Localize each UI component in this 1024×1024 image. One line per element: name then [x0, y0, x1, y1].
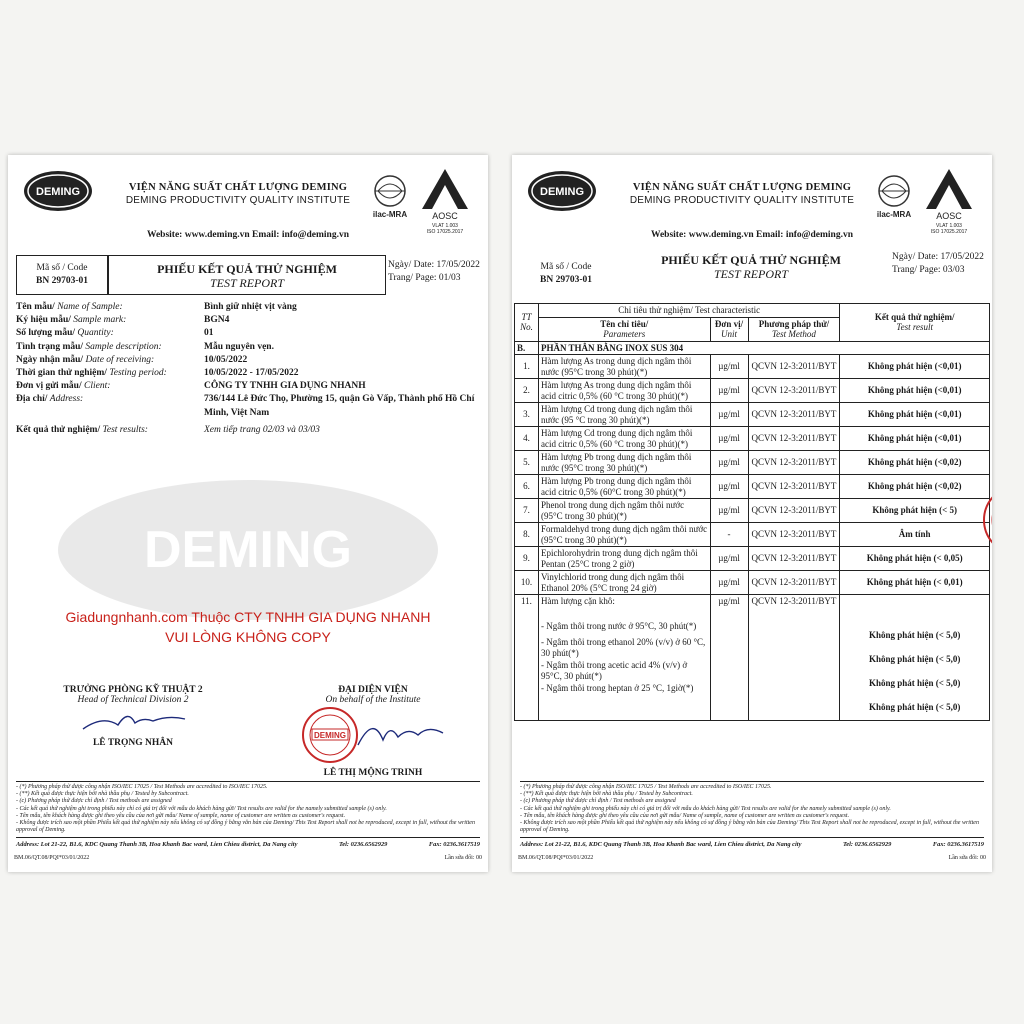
footnote: - Các kết quả thử nghiệm ghi trong phiếu này chỉ có giá trị đối với mẫu do khách hàng gửi/ Test results are valid for the namely submitted sample (s) only. — [520, 805, 891, 812]
row-number: 8. — [515, 523, 539, 547]
col-header-unit-en: Unit — [721, 329, 738, 339]
row-number: 11. — [515, 595, 539, 721]
info-value: BGN4 — [204, 315, 230, 326]
footnote: - (c) Phương pháp thử được chỉ định / Test methods are assigned — [16, 798, 172, 805]
row-method: QCVN 12-3:2011/BYT — [748, 451, 840, 475]
footnote: - (*) Phương pháp thử được công nhận ISO/IEC 17025 / Test Methods are accredited to ISO/IEC 17025. — [520, 784, 772, 790]
row-result: Không phát hiện (<0,02) — [840, 475, 990, 499]
address-text: Address: Lot 21-22, B1.6, KDC Quang Thanh 3B, Hoa Khanh Bac ward, Lien Chieu district, Da Nang city — [16, 841, 298, 848]
row-number: 2. — [515, 379, 539, 403]
col-header-characteristic: Chỉ tiêu thử nghiệm/ Test characteristic — [618, 305, 761, 315]
info-label: Ngày nhận mẫu/ — [16, 354, 86, 365]
row-unit: µg/ml — [710, 595, 748, 721]
ilac-mra-icon — [368, 173, 412, 223]
col-header-parameter: Tên chỉ tiêu/ — [600, 318, 649, 329]
col-header-method: Phương pháp thử/ — [758, 318, 830, 329]
info-value: 10/05/2022 - 17/05/2022 — [204, 368, 299, 379]
aosc-accreditation-icon — [414, 165, 476, 235]
row-unit: µg/ml — [710, 355, 748, 379]
info-label: Đơn vị gửi mẫu/ — [16, 381, 84, 392]
page-number: Trang/ Page: 03/03 — [892, 265, 965, 275]
table-row — [515, 451, 990, 475]
code-value: BN 29703-01 — [540, 275, 592, 285]
signature-technical-head — [38, 685, 228, 748]
revision-text: Lần sửa đổi: 00 — [444, 855, 482, 861]
institute-name-vi: VIỆN NĂNG SUẤT CHẤT LƯỢNG DEMING — [128, 182, 348, 193]
row-method: QCVN 12-3:2011/BYT — [748, 427, 840, 451]
row-result: Không phát hiện (< 0,05) — [840, 547, 990, 571]
table-row — [515, 379, 990, 403]
report-title — [612, 247, 890, 287]
sub-parameter: - Ngâm thôi trong acetic acid 4% (v/v) ở 95°C, 30 phút(*) — [540, 660, 688, 681]
revision-text: Lần sửa đổi: 00 — [948, 855, 986, 861]
footer-address — [16, 837, 480, 848]
row-parameter: Hàm lượng As trong dung dịch ngâm thôi nước (95°C trong 30 phút)(*) — [538, 355, 710, 379]
info-label: Thời gian thử nghiệm/ — [16, 368, 110, 379]
svg-text:AOSC: AOSC — [432, 211, 458, 221]
table-row — [515, 571, 990, 595]
row-number: 1. — [515, 355, 539, 379]
row-parameter: Hàm lượng As trong dung dịch ngâm thôi acid citric 0,5% (60 °C trong 30 phút)(*) — [538, 379, 710, 403]
svg-text:DEMING: DEMING — [144, 521, 352, 579]
table-header-row — [515, 304, 990, 318]
code-box — [16, 255, 108, 295]
svg-text:ISO 17025.2017: ISO 17025.2017 — [426, 229, 464, 235]
table-row — [515, 499, 990, 523]
col-header-unit: Đơn vị/ — [714, 318, 744, 329]
row-result: Không phát hiện (< 0,01) — [840, 571, 990, 595]
row-number: 10. — [515, 571, 539, 595]
col-header-tt: TT — [521, 311, 532, 322]
table-row — [515, 475, 990, 499]
page-number: Trang/ Page: 01/03 — [388, 273, 461, 283]
row-method: QCVN 12-3:2011/BYT — [748, 475, 840, 499]
deming-logo-icon — [526, 169, 598, 213]
info-row-sample-name — [16, 301, 480, 314]
row-number: 3. — [515, 403, 539, 427]
row-method: QCVN 12-3:2011/BYT — [748, 547, 840, 571]
info-row-testing-period — [16, 367, 480, 380]
code-label: Mã số / Code — [36, 263, 88, 273]
footnotes — [520, 781, 984, 834]
institute-stamp-icon — [278, 705, 468, 765]
report-page-3 — [512, 155, 992, 872]
info-value: 01 — [204, 328, 214, 339]
report-header — [512, 155, 992, 240]
signer-name: LÊ THỊ MỘNG TRINH — [323, 768, 423, 778]
row-parameter: Hàm lượng cặn khô: — [540, 596, 615, 606]
table-row — [515, 523, 990, 547]
sample-info — [16, 301, 480, 437]
footnote: - Tên mẫu, tên khách hàng được ghi theo yêu cầu của nơi gửi mẫu/ Name of sample, name of customer are written as customer's request. — [16, 812, 346, 819]
aosc-accreditation-icon — [918, 165, 980, 235]
tel-text: Tel: 0236.6562929 — [338, 841, 388, 848]
report-title-en: TEST REPORT — [713, 267, 789, 281]
row-result: Không phát hiện (<0,02) — [840, 451, 990, 475]
row-result: Không phát hiện (<0,01) — [840, 427, 990, 451]
row-result: Không phát hiện (<0,01) — [840, 403, 990, 427]
info-label-en: Name of Sample: — [57, 302, 123, 312]
row-unit: µg/ml — [710, 475, 748, 499]
copy-notice-line1: Giadungnhanh.com Thuộc CTY TNHH GIA DỤNG NHANH — [65, 609, 431, 625]
svg-text:ilac-MRA: ilac-MRA — [876, 210, 912, 219]
svg-text:ISO 17025.2017: ISO 17025.2017 — [930, 229, 968, 235]
row-result: Không phát hiện (<0,01) — [840, 355, 990, 379]
row-number: 7. — [515, 499, 539, 523]
sub-parameter: - Ngâm thôi trong ethanol 20% (v/v) ở 60 °C, 30 phút(*) — [540, 637, 706, 658]
report-title-vi: PHIẾU KẾT QUẢ THỬ NGHIỆM — [157, 262, 337, 276]
info-value: Xem tiếp trang 02/03 và 03/03 — [204, 424, 320, 435]
info-row-quantity — [16, 327, 480, 340]
row-unit: - — [710, 523, 748, 547]
table-row — [515, 403, 990, 427]
deming-logo-icon — [22, 169, 94, 213]
form-code: BM.06/QT.08/PQI*03/01/2022 — [518, 855, 594, 861]
col-header-no: No. — [520, 322, 533, 333]
sub-parameter: - Ngâm thôi trong heptan ở 25 °C, 1giờ(*) — [540, 683, 694, 693]
code-label: Mã số / Code — [540, 262, 592, 272]
info-label: Số lượng mẫu/ — [16, 328, 78, 339]
row-unit: µg/ml — [710, 427, 748, 451]
signature-institute — [278, 685, 468, 778]
info-label-en: Test results: — [102, 424, 148, 435]
row-unit: µg/ml — [710, 547, 748, 571]
info-label-en: Client: — [83, 381, 111, 392]
info-row-test-results — [16, 424, 480, 437]
institute-name-vi: VIỆN NĂNG SUẤT CHẤT LƯỢNG DEMING — [632, 182, 852, 193]
svg-text:AOSC: AOSC — [936, 211, 962, 221]
row-parameter: Vinylchlorid trong dung dịch ngâm thôi Ethanol 20% (5°C trong 24 giờ) — [538, 571, 710, 595]
report-page-1 — [8, 155, 488, 872]
svg-text:DEMING: DEMING — [540, 186, 584, 198]
date-page-block — [388, 255, 488, 295]
handwritten-signature-icon — [73, 705, 193, 735]
sub-result: Không phát hiện (< 5,0) — [868, 630, 961, 640]
col-header-parameter-en: Parameters — [603, 329, 646, 339]
institute-name-en: DEMING PRODUCTIVITY QUALITY INSTITUTE — [629, 195, 855, 206]
info-label: Ký hiệu mẫu/ — [16, 315, 74, 326]
footnote: - (**) Kết quả được thực hiện bởi nhà thầu phụ / Tested by Subcontract. — [520, 791, 693, 798]
footnote: - Không được trích sao một phần Phiếu kết quả thử nghiệm này nếu không có sự đồng ý bằng văn bản của Deming/ This Test Report shall not be reproduced, except in full, without the written approval of Deming. — [16, 820, 475, 834]
results-table — [514, 303, 990, 721]
row-unit: µg/ml — [710, 451, 748, 475]
col-header-method-en: Test Method — [771, 329, 816, 339]
row-method: QCVN 12-3:2011/BYT — [748, 379, 840, 403]
svg-text:DEMING: DEMING — [36, 186, 80, 198]
report-date: Ngày/ Date: 17/05/2022 — [388, 260, 480, 270]
row-method: QCVN 12-3:2011/BYT — [748, 355, 840, 379]
footnote: - Không được trích sao một phần Phiếu kết quả thử nghiệm này nếu không có sự đồng ý bằng văn bản của Deming/ This Test Report shall not be reproduced, except in full, without the written approval of Deming. — [520, 820, 979, 834]
info-row-address — [16, 393, 480, 419]
code-value: BN 29703-01 — [36, 276, 88, 286]
svg-text:VLAT 1.003: VLAT 1.003 — [936, 223, 962, 229]
info-label: Tình trạng mẫu/ — [16, 341, 86, 352]
row-unit: µg/ml — [710, 499, 748, 523]
footnote: - (**) Kết quả được thực hiện bởi nhà thầu phụ / Tested by Subcontract. — [16, 791, 189, 798]
info-row-client — [16, 380, 480, 393]
signer-subtitle: Head of Technical Division 2 — [77, 695, 189, 705]
institute-name — [108, 181, 368, 207]
ilac-mra-icon — [872, 173, 916, 223]
date-page-block — [892, 247, 992, 287]
sub-result: Không phát hiện (< 5,0) — [868, 654, 961, 664]
form-code: BM.06/QT.08/PQI*03/01/2022 — [14, 855, 90, 861]
form-info — [518, 855, 986, 861]
row-result: Âm tính — [840, 523, 990, 547]
svg-text:ilac-MRA: ilac-MRA — [372, 210, 408, 219]
info-row-receiving-date — [16, 354, 480, 367]
form-info — [14, 855, 482, 861]
info-label-en: Testing period: — [109, 368, 167, 379]
fax-text: Fax: 0236.3617519 — [428, 841, 480, 848]
footnote: - (c) Phương pháp thử được chỉ định / Test methods are assigned — [520, 798, 676, 805]
col-header-result: Kết quả thử nghiệm/ — [874, 311, 955, 322]
signer-name: LÊ TRỌNG NHÂN — [92, 738, 174, 748]
footnote: - (*) Phương pháp thử được công nhận ISO/IEC 17025 / Test Methods are accredited to ISO/IEC 17025. — [16, 784, 268, 790]
row-result: Không phát hiện (<0,01) — [840, 379, 990, 403]
footnote: - Các kết quả thử nghiệm ghi trong phiếu này chỉ có giá trị đối với mẫu do khách hàng gửi/ Test results are valid for the namely submitted sample (s) only. — [16, 805, 387, 812]
website-line: Website: www.deming.vn Email: info@deming.vn — [146, 230, 350, 240]
row-parameter: Phenol trong dung dịch ngâm thôi nước (95°C trong 30 phút)(*) — [538, 499, 710, 523]
info-label-en: Sample description: — [85, 341, 162, 352]
copy-notice — [8, 607, 488, 647]
info-label-en: Address: — [49, 394, 84, 405]
report-header — [8, 155, 488, 240]
table-section-row — [515, 341, 990, 355]
section-number: B. — [515, 341, 539, 355]
report-title-vi: PHIẾU KẾT QUẢ THỬ NGHIỆM — [661, 253, 841, 267]
row-parameter: Hàm lượng Pb trong dung dịch ngâm thôi nước (95°C trong 30 phút)(*) — [538, 451, 710, 475]
row-method: QCVN 12-3:2011/BYT — [748, 595, 840, 721]
info-value: 10/05/2022 — [204, 354, 248, 365]
info-label: Kết quả thử nghiệm/ — [16, 424, 103, 435]
info-label-en: Quantity: — [77, 328, 114, 339]
info-row-sample-mark — [16, 314, 480, 327]
copy-notice-line2: VUI LÒNG KHÔNG COPY — [165, 629, 331, 645]
info-label: Tên mẫu/ — [16, 302, 58, 312]
deming-watermark-icon — [48, 475, 448, 625]
website-line: Website: www.deming.vn Email: info@deming.vn — [650, 230, 854, 240]
info-label: Địa chỉ/ — [16, 394, 50, 405]
info-value: CÔNG TY TNHH GIA DỤNG NHANH — [204, 381, 366, 392]
row-parameter: Hàm lượng Cd trong dung dịch ngâm thôi nước (95 °C trong 30 phút)(*) — [538, 403, 710, 427]
section-title: PHẦN THÂN BẰNG INOX SUS 304 — [538, 341, 989, 355]
info-value: 736/144 Lê Đức Thọ, Phường 15, quận Gò Vấp, Thành phố Hồ Chí Minh, Việt Nam — [204, 394, 475, 418]
row-number: 4. — [515, 427, 539, 451]
signer-title: TRƯỞNG PHÒNG KỸ THUẬT 2 — [63, 685, 203, 695]
footnote: - Tên mẫu, tên khách hàng được ghi theo yêu cầu của nơi gửi mẫu/ Name of sample, name of customer are written as customer's request. — [520, 812, 850, 819]
institute-name-en: DEMING PRODUCTIVITY QUALITY INSTITUTE — [125, 195, 351, 206]
table-row — [515, 595, 990, 721]
row-method: QCVN 12-3:2011/BYT — [748, 523, 840, 547]
info-row-description — [16, 341, 480, 354]
row-method: QCVN 12-3:2011/BYT — [748, 403, 840, 427]
sub-result: Không phát hiện (< 5,0) — [868, 678, 961, 688]
row-unit: µg/ml — [710, 571, 748, 595]
code-box — [520, 255, 612, 295]
row-parameter: Epichlorohydrin trong dung dịch ngâm thôi Pentan (25°C trong 2 giờ) — [538, 547, 710, 571]
row-parameter: Formaldehyd trong dung dịch ngâm thôi nước (95°C trong 30 phút)(*) — [538, 523, 710, 547]
address-text: Address: Lot 21-22, B1.6, KDC Quang Thanh 3B, Hoa Khanh Bac ward, Lien Chieu district, Da Nang city — [520, 841, 802, 848]
fax-text: Fax: 0236.3617519 — [932, 841, 984, 848]
row-parameter: Hàm lượng Pb trong dung dịch ngâm thôi acid citric 0,5% (60°C trong 30 phút)(*) — [538, 475, 710, 499]
row-result: Không phát hiện (< 5) — [840, 499, 990, 523]
table-row — [515, 427, 990, 451]
signer-title: ĐẠI DIỆN VIỆN — [338, 685, 408, 695]
tel-text: Tel: 0236.6562929 — [842, 841, 892, 848]
table-row — [515, 547, 990, 571]
institute-name — [612, 181, 872, 207]
row-method: QCVN 12-3:2011/BYT — [748, 499, 840, 523]
row-parameter: Hàm lượng Cd trong dung dịch ngâm thôi acid citric 0,5% (60 °C trong 30 phút)(*) — [538, 427, 710, 451]
footnotes — [16, 781, 480, 834]
sub-result: Không phát hiện (< 5,0) — [868, 702, 961, 712]
svg-text:VLAT 1.003: VLAT 1.003 — [432, 223, 458, 229]
table-row — [515, 355, 990, 379]
info-value: Mẫu nguyên vẹn. — [204, 341, 274, 352]
row-number: 9. — [515, 547, 539, 571]
svg-text:DEMING: DEMING — [314, 731, 346, 740]
row-method: QCVN 12-3:2011/BYT — [748, 571, 840, 595]
sub-parameter: - Ngâm thôi trong nước ở 95°C, 30 phút(*) — [540, 620, 697, 631]
row-unit: µg/ml — [710, 379, 748, 403]
row-unit: µg/ml — [710, 403, 748, 427]
page-stamp-icon — [982, 480, 992, 560]
info-label-en: Date of receiving: — [85, 354, 155, 365]
col-header-result-en: Test result — [896, 322, 933, 333]
row-number: 5. — [515, 451, 539, 475]
info-value: Bình giữ nhiệt vịt vàng — [204, 302, 297, 312]
report-date: Ngày/ Date: 17/05/2022 — [892, 252, 984, 262]
report-title — [108, 255, 386, 295]
footer-address — [520, 837, 984, 848]
info-label-en: Sample mark: — [73, 315, 127, 326]
report-title-en: TEST REPORT — [209, 276, 285, 290]
signer-subtitle: On behalf of the Institute — [325, 695, 421, 705]
row-number: 6. — [515, 475, 539, 499]
